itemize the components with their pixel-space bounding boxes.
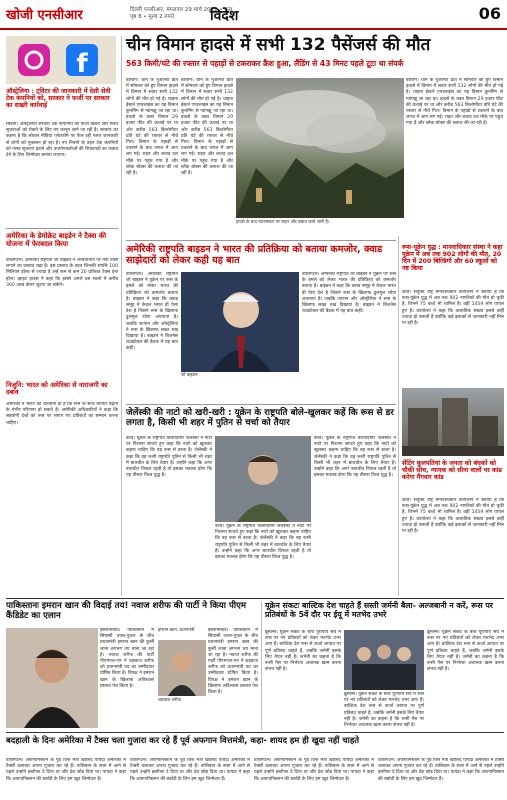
left-mid-body: वॉशिंगटन। अमेरिकी राष्ट्रपति जो बाइडेन ने अरबपतियों पर नया टैक्स लगाने का प्रस्ताव रखा है। इस प्रस्ताव के तहत जिनकी संपत्ति 100 मिलियन डॉलर से ज्यादा है उन्हें कम से कम 20 प्रतिशत टैक्स देना होगा। व्हाइट हाउस ने कहा कि इससे अगले दस सालों में करीब 360 अरब डॉलर जुटाए जा सकेंगे। (6, 258, 118, 288)
biden-photo (181, 272, 299, 372)
eu-meeting-illustration (344, 630, 424, 690)
zelensky-body-col2: कीव। यूक्रेन के राष्ट्रपति वोलोदिमीर जेलेंस्की ने नाटो पर निशाना साधते हुए कहा कि नाटो को खुलकर कहना चाहिए कि वह रूस से डरता है। जेलेंस्की ने कहा कि वह रूसी राष्ट्रपति पुतिन से किसी भी शहर में बातचीत के लिए तैयार हैं। उन्होंने कहा कि अगर बातचीत विफल रहती है तो इसका मतलब होगा कि यह तीसरा विश्व युद्ध है। (215, 524, 311, 561)
ukraine-crisis-body-col3: ब्रुसेल्स। यूक्रेन संकट के बीच यूरोपीय संघ में रूस पर नए प्रतिबंधों को लेकर मतभेद उभर आए हैं। बाल्टिक देश रूस से ऊर्जा आयात पर पूर्ण प्रतिबंध चाहते हैं, जबकि जर्मनी इसके लिए तैयार नहीं है। जर्मनी का कहना है कि रूसी गैस पर निर्भरता अचानक खत्म करना संभव नहीं है। (427, 630, 504, 673)
biden-portrait-illustration (181, 272, 299, 372)
date-line: दिल्ली एनसीआर, मंगलवार 29 मार्च 2022 • कुल पृष्ठ 8 • मूल्य 2 रुपये (130, 7, 233, 20)
social-media-icon (6, 36, 116, 84)
biden-photo-caption: जो बाइडन (181, 373, 198, 378)
bottom-headline: बदहाली के दिनः अमेरिका में टैक्स चला गुजारा कर रहे हैं पूर्व अफगान वित्तमंत्री, कहा- शायद हम ही खुदा नहीं चाहते (6, 735, 360, 745)
bottom-body-col2: वॉशिंगटन। अफगानिस्तान के पूर्व वित्त मंत्री खालिद पायंदा अमेरिका में टैक्सी चलाकर अपना गुजारा कर रहे हैं। तालिबान के सत्ता में आने से पहले उन्होंने इस्तीफा दे दिया था और देश छोड़ दिया था। पायंदा ने कहा कि अफगानिस्तान की बर्बादी के लिए हम खुद जिम्मेदार हैं। (130, 758, 250, 782)
right-col-body: कीव। संयुक्त राष्ट्र मानवाधिकार कार्यालय ने बताया है कि रूस-यूक्रेन युद्ध में अब तक 902 नागरिकों की मौत हो चुकी है, जिनमें 75 बच्चे भी शामिल हैं। वहीं 1459 लोग घायल हुए हैं। कार्यालय ने कहा कि वास्तविक संख्या इससे कहीं ज्यादा हो सकती है क्योंकि कई इलाकों से जानकारी नहीं मिल पा रही है। (402, 290, 504, 327)
lead-subhead: 563 किमी/घंटे की रफ्तार से पहाड़ों से टकराकर क्रैश हुआ, लैंडिंग से 43 मिनट पहले टूटा था संपर्क (126, 59, 404, 68)
zelensky-headline: जेलेंस्की की नाटो को खरी-खरी : यूक्रेन के राष्ट्रपति बोले-खुलकर कहें कि रूस से डर लगता है, किसी भी शहर में पुतिन से चर्चा को तैयार (126, 408, 394, 429)
shehbaz-sharif-photo (158, 640, 206, 696)
ukraine-crisis-body-col2: ब्रुसेल्स। यूक्रेन संकट के बीच यूरोपीय संघ में रूस पर नए प्रतिबंधों को लेकर मतभेद उभर आए हैं। बाल्टिक देश रूस से ऊर्जा आयात पर पूर्ण प्रतिबंध चाहते हैं, जबकि जर्मनी इसके लिए तैयार नहीं है। जर्मनी का कहना है कि रूसी गैस पर निर्भरता अचानक खत्म करना संभव नहीं है। (344, 692, 424, 729)
imran-khan-photo (6, 628, 98, 728)
building-rubble-illustration (402, 388, 504, 456)
bottom-body-col1: वॉशिंगटन। अफगानिस्तान के पूर्व वित्त मंत्री खालिद पायंदा अमेरिका में टैक्सी चलाकर अपना गुजारा कर रहे हैं। तालिबान के सत्ता में आने से पहले उन्होंने इस्तीफा दे दिया था और देश छोड़ दिया था। पायंदा ने कहा कि अफगानिस्तान की बर्बादी के लिए हम खुद जिम्मेदार हैं। (6, 758, 126, 782)
bottom-body-col4: वॉशिंगटन। अफगानिस्तान के पूर्व वित्त मंत्री खालिद पायंदा अमेरिका में टैक्सी चलाकर अपना गुजारा कर रहे हैं। तालिबान के सत्ता में आने से पहले उन्होंने इस्तीफा दे दिया था और देश छोड़ दिया था। पायंदा ने कहा कि अफगानिस्तान की बर्बादी के लिए हम खुद जिम्मेदार हैं। (378, 758, 504, 782)
pakistan-headline: पाकिस्तानः इमरान खान की विदाई तय! नवाज शरीफ की पार्टी ने किया पीएम कैंडिडेट का एलान (6, 601, 246, 621)
zelensky-photo (215, 436, 311, 522)
pakistan-right-caption: शहबाज शरीफ (158, 698, 181, 703)
lead-headline: चीन विमान हादसे में सभी 132 पैसेंजर्स की मौत (126, 35, 431, 55)
pakistan-left-caption: इमरान खान, प्रधानमंत्री (158, 628, 195, 633)
pakistan-body-col1: इस्लामाबाद। पाकिस्तान में सियासी उथल-पुथल के बीच प्रधानमंत्री इमरान खान की कुर्सी जाना लगभग तय माना जा रहा है। नवाज शरीफ की पार्टी पीएमएल-एन ने शहबाज शरीफ को प्रधानमंत्री पद का उम्मीदवार घोषित किया है। विपक्ष ने इमरान खान के खिलाफ अविश्वास प्रस्ताव पेश किया है। (100, 628, 154, 689)
lead-photo-caption: हादसे के बाद घटनास्थल पर राहत और बचाव कार्य जारी है। (236, 220, 330, 225)
left-top-body: सिडनी। ऑस्ट्रेलिया सरकार टेक कंपनियों को फर्जी खबरों और गलत सूचनाओं को रोकने के लिए नए कानून लाने जा रही है। सरकार का कहना है कि सोशल मीडिया प्लेटफॉर्म पर फैल रही गलत जानकारी से लोगों को नुकसान हो रहा है। नए नियमों के तहत टेक कंपनियों को गलत सूचनाएं हटाने और उपयोगकर्ताओं की शिकायतों का जवाब देने के लिए जिम्मेदार बनाया जाएगा। (6, 122, 118, 159)
crash-site-photo (236, 78, 404, 218)
war-damage-photo (402, 388, 504, 456)
eu-leaders-photo (344, 630, 424, 690)
zelensky-body-col1: कीव। यूक्रेन के राष्ट्रपति वोलोदिमीर जेलेंस्की ने नाटो पर निशाना साधते हुए कहा कि नाटो को खुलकर कहना चाहिए कि वह रूस से डरता है। जेलेंस्की ने कहा कि वह रूसी राष्ट्रपति पुतिन से किसी भी शहर में बातचीत के लिए तैयार हैं। उन्होंने कहा कि अगर बातचीत विफल रहती है तो इसका मतलब होगा कि यह तीसरा विश्व युद्ध है। (126, 436, 212, 479)
newspaper-logo: खोजी एनसीआर (6, 8, 83, 23)
ukraine-crisis-body-col1: ब्रुसेल्स। यूक्रेन संकट के बीच यूरोपीय संघ में रूस पर नए प्रतिबंधों को लेकर मतभेद उभर आए हैं। बाल्टिक देश रूस से ऊर्जा आयात पर पूर्ण प्रतिबंध चाहते हैं, जबकि जर्मनी इसके लिए तैयार नहीं है। जर्मनी का कहना है कि रूसी गैस पर निर्भरता अचानक खत्म करना संभव नहीं है। (265, 630, 341, 673)
lead-body-col1: बीजिंग। चीन के गुआंग्शी प्रांत में सोमवार को हुए विमान हादसे में विमान में सवार सभी 132 लोगों की मौत हो गई है। चाइना ईस्टर्न एयरलाइंस का यह विमान कुनमिंग से ग्वांगझू जा रहा था। हादसे के वक्त विमान 29 हजार फीट की ऊंचाई पर था और करीब 563 किलोमीटर प्रति घंटे की रफ्तार से नीचे गिरा। विमान के पहाड़ों से टकराने के बाद जंगल में आग लग गई। राहत और बचाव दल मौके पर पहुंच गया है और ब्लैक बॉक्स की तलाश की जा रही है। (126, 78, 178, 177)
zelensky-body-col3: कीव। यूक्रेन के राष्ट्रपति वोलोदिमीर जेलेंस्की ने नाटो पर निशाना साधते हुए कहा कि नाटो को खुलकर कहना चाहिए कि वह रूस से डरता है। जेलेंस्की ने कहा कि वह रूसी राष्ट्रपति पुतिन से किसी भी शहर में बातचीत के लिए तैयार हैं। उन्होंने कहा कि अगर बातचीत विफल रहती है तो इसका मतलब होगा कि यह तीसरा विश्व युद्ध है। (314, 436, 396, 479)
left-mid-headline: अमेरिका के डेमोक्रेट बाइडेन ने टैक्स की योजना में फेरबदल किया (6, 232, 107, 249)
right-col-headline: रूस-यूक्रेन युद्ध : मानवाधिकार संस्था ने कहा यूक्रेन में अब तक 902 लोगों की मौत, 20 दिन में 200 बिल्डिंगों और 60 स्कूलों को नष्ट किया (402, 244, 503, 273)
zelensky-portrait-illustration (215, 436, 311, 522)
biden-headline: अमेरिकी राष्ट्रपति बाइडन ने भारत की प्रतिक्रिया को बताया कमजोर, क्वाड साझेदारों को लेकर कही यह बात (126, 244, 383, 267)
section-title: विदेश (210, 8, 239, 24)
page-number: 06 (478, 4, 501, 23)
right-col-headline2: सेंटिंग कुलपतियां के जनता को बंधकों को चौकी सोच, न्यायक को सीना वालों पर कांड करेगा गैंगवार कांड (402, 460, 502, 482)
biden-body-col2: वॉशिंगटन। अमेरिकी राष्ट्रपति जो बाइडन ने यूक्रेन पर रूस के हमले को लेकर भारत की प्रतिक्रिया को कमजोर बताया है। बाइडन ने कहा कि क्वाड समूह में केवल भारत ही ऐसा देश है जिसने रूस के खिलाफ ढुलमुल रवैया अपनाया है। जबकि जापान और ऑस्ट्रेलिया ने रूस के खिलाफ सख्त रुख दिखाया है। बाइडन ने बिजनेस राउंडटेबल की बैठक में यह बात कही। (302, 272, 396, 315)
left-mid-subheadline: निजुनि: भारत को अमेरिका से नाराजगी का दबाव (6, 381, 108, 397)
ukraine-crisis-headline: यूक्रेन संकटः बाल्टिक देश चाहते हैं सस्ती जर्मनी बैला- अल्जबानी न करें, रूस पर प्रतिबंधों के 5वें दौर पर ईयू में मतभेद उभरे (265, 601, 493, 619)
left-mid-subbody: अमेरिका ने भारत को चेतावनी दी है कि रूस के साथ व्यापार बढ़ाने के गंभीर परिणाम हो सकते हैं। अमेरिकी अधिकारियों ने कहा कि सहयोगी देशों को रूस पर लगाए गए प्रतिबंधों का सम्मान करना चाहिए। (6, 402, 118, 426)
left-top-headline-visible: ऑस्ट्रेलिया : ट्विटर की जानकारी में देशी सेवी टेक कंपनियों को, सरकार ने फर्जी पर सरकार का सख्ती कार्रवाई (6, 88, 111, 110)
pakistan-body-col2: इस्लामाबाद। पाकिस्तान में सियासी उथल-पुथल के बीच प्रधानमंत्री इमरान खान की कुर्सी जाना लगभग तय माना जा रहा है। नवाज शरीफ की पार्टी पीएमएल-एन ने शहबाज शरीफ को प्रधानमंत्री पद का उम्मीदवार घोषित किया है। विपक्ष ने इमरान खान के खिलाफ अविश्वास प्रस्ताव पेश किया है। (208, 628, 258, 696)
bottom-body-col3: वॉशिंगटन। अफगानिस्तान के पूर्व वित्त मंत्री खालिद पायंदा अमेरिका में टैक्सी चलाकर अपना गुजारा कर रहे हैं। तालिबान के सत्ता में आने से पहले उन्होंने इस्तीफा दे दिया था और देश छोड़ दिया था। पायंदा ने कहा कि अफगानिस्तान की बर्बादी के लिए हम खुद जिम्मेदार हैं। (254, 758, 374, 782)
shehbaz-sharif-portrait-illustration (158, 640, 206, 696)
svg-text:f: f (76, 49, 88, 79)
masthead (0, 0, 507, 30)
right-col-body2: कीव। संयुक्त राष्ट्र मानवाधिकार कार्यालय ने बताया है कि रूस-यूक्रेन युद्ध में अब तक 902 नागरिकों की मौत हो चुकी है, जिनमें 75 बच्चे भी शामिल हैं। वहीं 1459 लोग घायल हुए हैं। कार्यालय ने कहा कि वास्तविक संख्या इससे कहीं ज्यादा हो सकती है क्योंकि कई इलाकों से जानकारी नहीं मिल पा रही है। (402, 498, 504, 535)
lead-body-col3: बीजिंग। चीन के गुआंग्शी प्रांत में सोमवार को हुए विमान हादसे में विमान में सवार सभी 132 लोगों की मौत हो गई है। चाइना ईस्टर्न एयरलाइंस का यह विमान कुनमिंग से ग्वांगझू जा रहा था। हादसे के वक्त विमान 29 हजार फीट की ऊंचाई पर था और करीब 563 किलोमीटर प्रति घंटे की रफ्तार से नीचे गिरा। विमान के पहाड़ों से टकराने के बाद जंगल में आग लग गई। राहत और बचाव दल मौके पर पहुंच गया है और ब्लैक बॉक्स की तलाश की जा रही है। (406, 78, 503, 127)
imran-khan-portrait-illustration (6, 628, 98, 728)
biden-body-col1: वॉशिंगटन। अमेरिकी राष्ट्रपति जो बाइडन ने यूक्रेन पर रूस के हमले को लेकर भारत की प्रतिक्रिया को कमजोर बताया है। बाइडन ने कहा कि क्वाड समूह में केवल भारत ही ऐसा देश है जिसने रूस के खिलाफ ढुलमुल रवैया अपनाया है। जबकि जापान और ऑस्ट्रेलिया ने रूस के खिलाफ सख्त रुख दिखाया है। बाइडन ने बिजनेस राउंडटेबल की बैठक में यह बात कही। (126, 272, 178, 352)
social-media-logos-photo (6, 36, 116, 84)
lead-body-col2: बीजिंग। चीन के गुआंग्शी प्रांत में सोमवार को हुए विमान हादसे में विमान में सवार सभी 132 लोगों की मौत हो गई है। चाइना ईस्टर्न एयरलाइंस का यह विमान कुनमिंग से ग्वांगझू जा रहा था। हादसे के वक्त विमान 29 हजार फीट की ऊंचाई पर था और करीब 563 किलोमीटर प्रति घंटे की रफ्तार से नीचे गिरा। विमान के पहाड़ों से टकराने के बाद जंगल में आग लग गई। राहत और बचाव दल मौके पर पहुंच गया है और ब्लैक बॉक्स की तलाश की जा रही है। (181, 78, 233, 177)
smoke-forest-illustration (236, 78, 404, 218)
